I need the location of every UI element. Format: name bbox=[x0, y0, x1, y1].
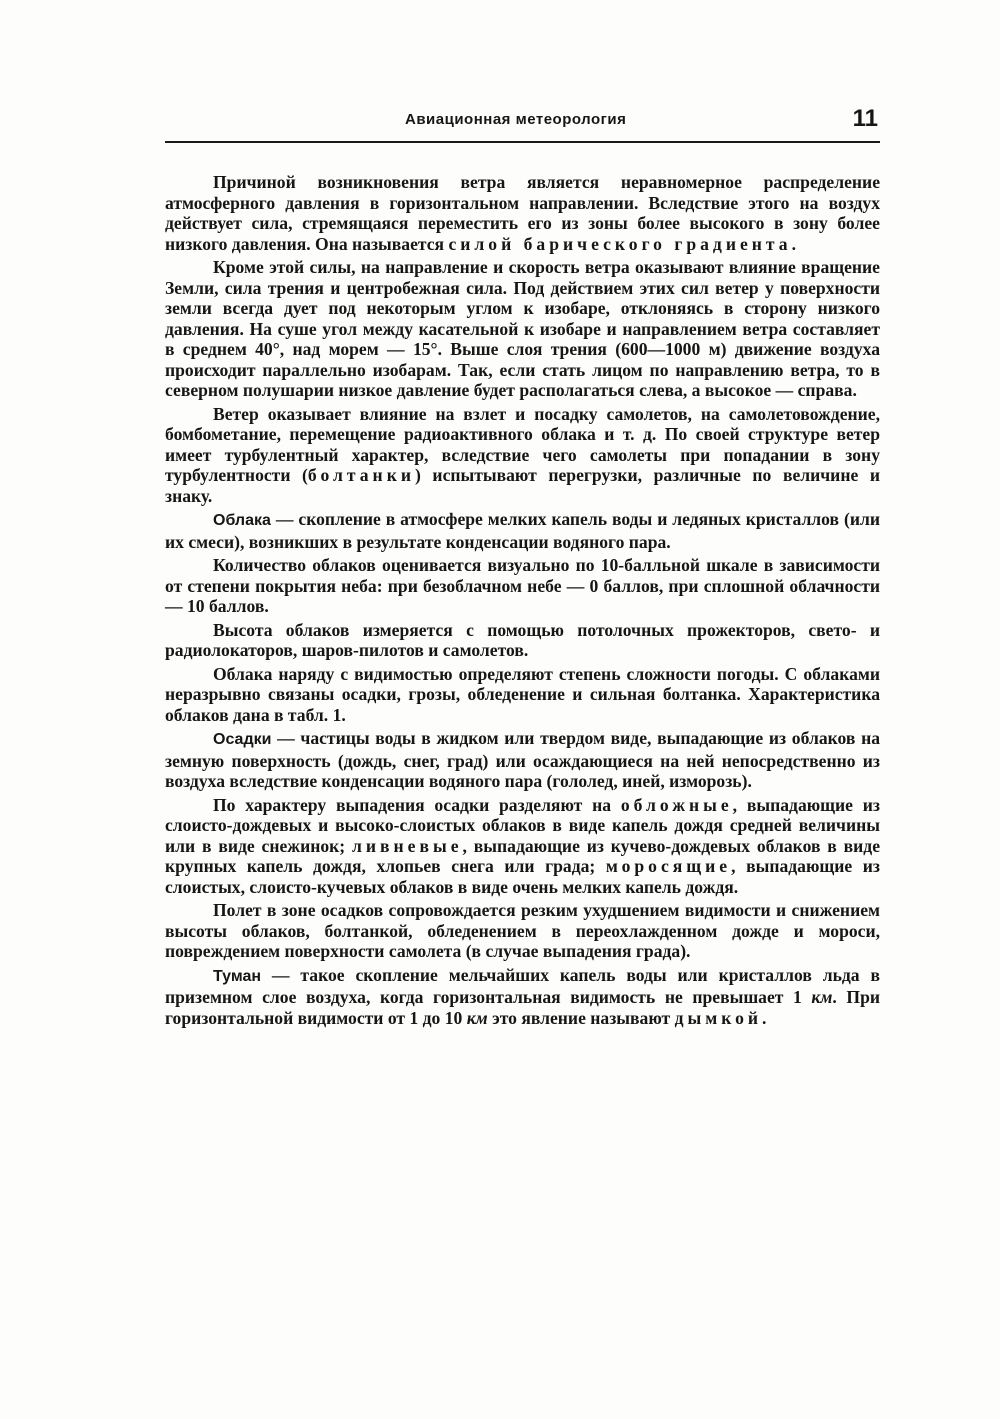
paragraph-weather-complexity: Облака наряду с видимостью определяют степень сложности погоды. С облаками неразрывно связаны осадки, грозы, обледенение и сильная болтанка. Характеристика облаков дана в табл. 1. bbox=[165, 663, 880, 725]
spaced-term: силой барического градиента bbox=[448, 233, 792, 254]
text-span: — такое скопление мельчайших капель воды или кристаллов льда в приземном слое воздуха, когда горизонтальная видимость не превышает 1 bbox=[165, 964, 880, 1007]
paragraph-wind-influence bbox=[165, 404, 880, 507]
paragraph-cloud-amount: Количество облаков оценивается визуально по 10-балльной шкале в зависимости от степени покрытия неба: при безоблачном небе — 0 баллов, при сплошной облачности — 10 баллов. bbox=[165, 555, 880, 616]
text-span: — частицы воды в жидком или твердом виде, выпадающие из облаков на земную поверхность (дождь, снег, град) или осаждающиеся на ней непосредственно из воздуха вследствие конденсации водяного пара (гололед, иней, изморозь). bbox=[165, 728, 880, 791]
text-span: Причиной возникновения ветра является неравномерное распределение атмосферного давления в горизонтальном направлении. Вследствие этого на воздух действует сила, стремящаяся переместить его из зоны более высокого в зону более низкого давления. Она называется bbox=[165, 172, 880, 254]
text-span: Ветер оказывает влияние на взлет и посадку самолетов, на самолетовождение, бомбометание, перемещение радиоактивного облака и т. д. По своей структуре ветер имеет турбулентный характер, вследствие чего самолеты при попадании в зону турбулентности ( bbox=[165, 403, 880, 485]
unit-km: км bbox=[466, 1007, 488, 1028]
body-text bbox=[165, 172, 880, 1031]
spaced-term: моросящие bbox=[605, 856, 732, 876]
page-number: 11 bbox=[852, 105, 878, 132]
paragraph-precipitation-definition bbox=[165, 728, 880, 792]
term-clouds: Облака bbox=[213, 512, 271, 529]
text-span: — скопление в атмосфере мелких капель воды и ледяных кристаллов (или их смеси), возникших в результате конденсации водяного пара. bbox=[165, 509, 880, 552]
paragraph-flight-in-precipitation: Полет в зоне осадков сопровождается резким ухудшением видимости и снижением высоты облаков, болтанкой, обледенением в переохлажденном дожде и мороси, повреждением поверхности самолета (в случае выпадения града). bbox=[165, 900, 880, 961]
header-title: Авиационная метеорология bbox=[405, 111, 627, 128]
text-span: , выпадающие из слоисто-дождевых и высоко-слоистых облаков в виде капель дождя средней величины или в виде снежинок; bbox=[165, 794, 880, 856]
paragraph-fog-definition bbox=[165, 965, 880, 1029]
text-span: , выпадающие из кучево-дождевых облаков в виде крупных капель дождя, хлопьев снега или града; bbox=[165, 835, 881, 876]
paragraph-precipitation-types bbox=[165, 795, 880, 898]
spaced-term: дымкой bbox=[674, 1007, 763, 1028]
text-span: , выпадающие из слоистых, слоисто-кучевых облаков в виде очень мелких капель дождя. bbox=[165, 856, 881, 897]
spaced-term: обложные bbox=[620, 794, 733, 815]
paragraph-wind-forces: Кроме этой силы, на направление и скорость ветра оказывают влияние вращение Земли, сила трения и центробежная сила. Под действием этих сил ветер у поверхности земли всегда дует под некоторым углом к изобаре, отклоняясь в сторону низкого давления. На суше угол между касательной к изобаре и направлением ветра составляет в среднем 40°, над морем — 15°. Выше слоя трения (600—1000 м) движение воздуха происходит параллельно изобарам. Так, если стать лицом по направлению ветра, то в северном полушарии низкое давление будет располагаться слева, а высокое — справа. bbox=[165, 257, 880, 400]
spaced-term: болтанки bbox=[307, 465, 415, 485]
unit-km: км bbox=[811, 987, 833, 1007]
text-span: . При горизонтальной видимости от 1 до 10 bbox=[165, 987, 880, 1028]
text-span: это явление называют bbox=[487, 1007, 675, 1028]
term-fog: Туман bbox=[213, 967, 262, 985]
text-span: ) испытывают перегрузки, различные по величине и знаку. bbox=[165, 465, 880, 506]
running-header bbox=[165, 103, 880, 143]
text-span: . bbox=[791, 233, 796, 254]
text-span: По характеру выпадения осадки разделяют на bbox=[213, 794, 621, 815]
text-span: . bbox=[762, 1007, 767, 1028]
paragraph-cloud-height: Высота облаков измеряется с помощью потолочных прожекторов, свето- и радиолокаторов, шаров-пилотов и самолетов. bbox=[165, 619, 880, 660]
paragraph-wind-cause bbox=[165, 172, 880, 254]
term-precipitation: Осадки bbox=[213, 731, 272, 748]
paragraph-clouds-definition bbox=[165, 509, 880, 552]
spaced-term: ливневые bbox=[352, 835, 463, 856]
